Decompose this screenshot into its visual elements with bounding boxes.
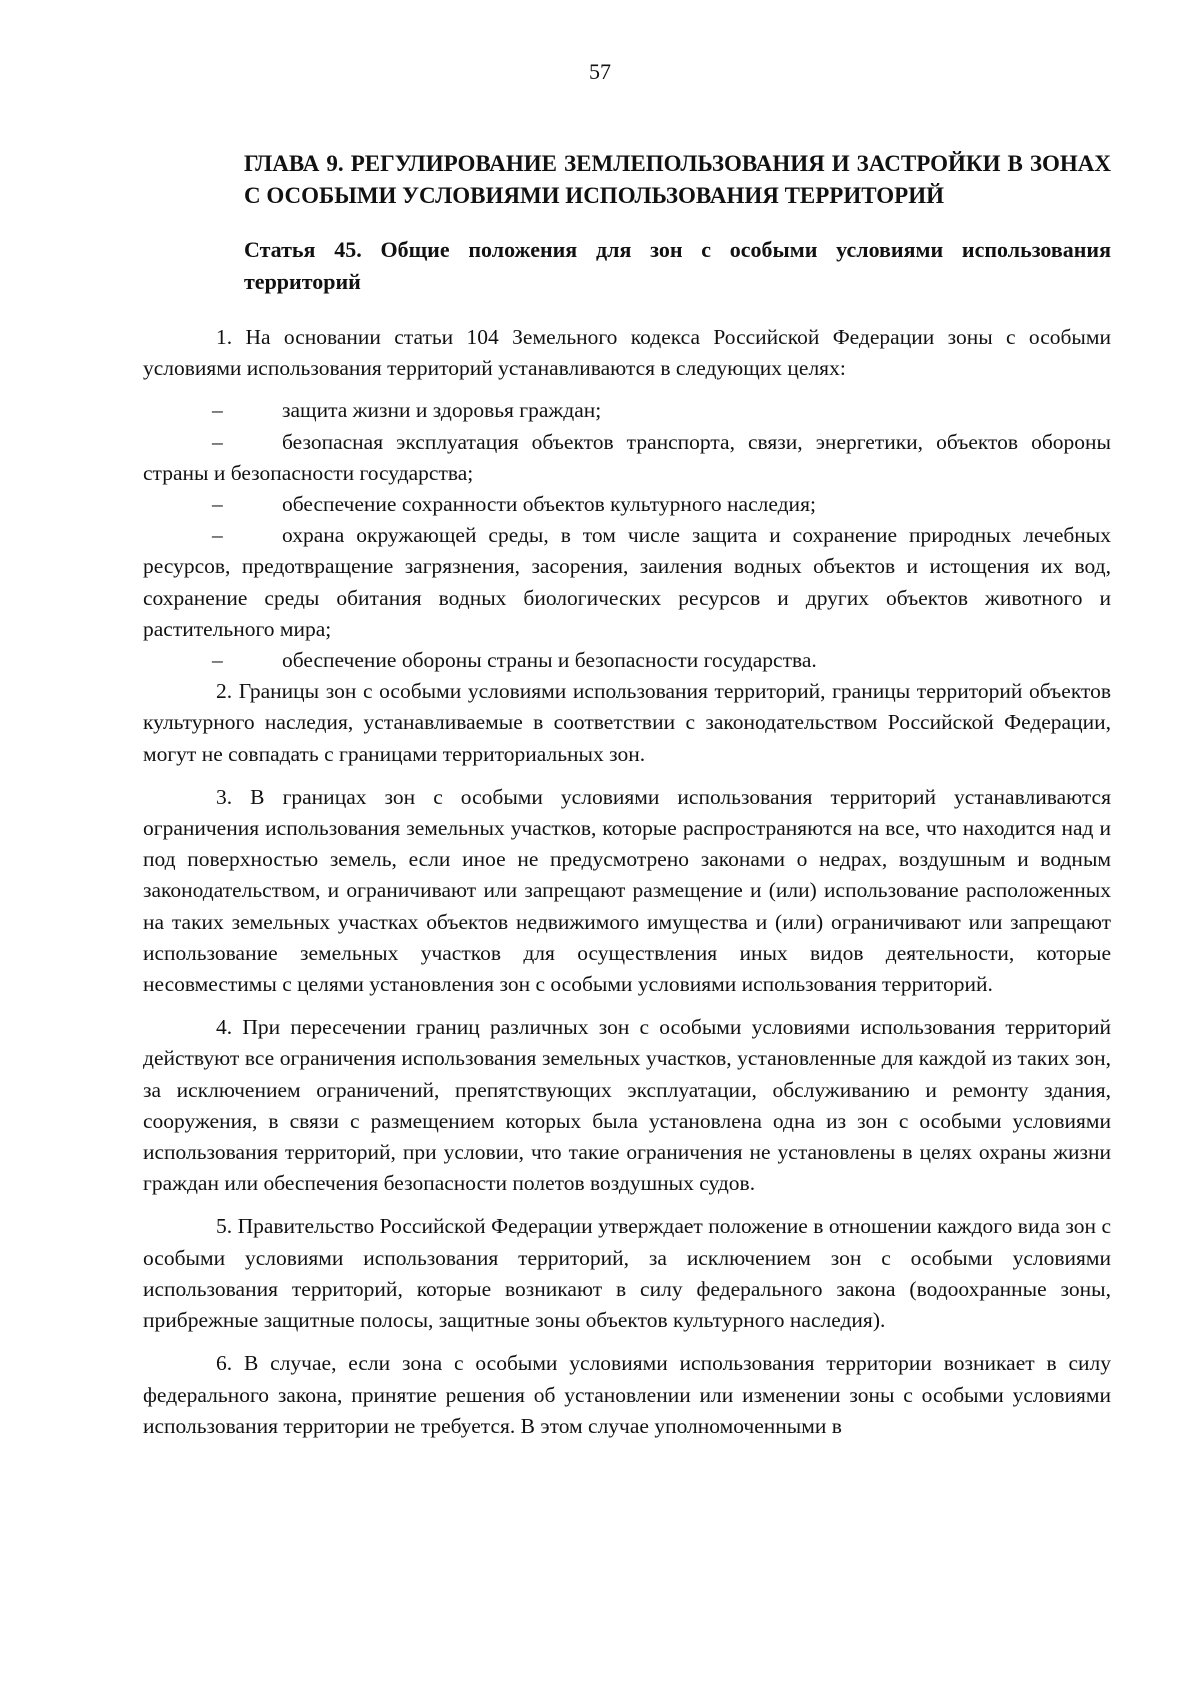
list-item <box>143 395 1111 426</box>
list-item-text: обеспечение обороны страны и безопасности государства. <box>282 648 817 673</box>
article-heading: Статья 45. Общие положения для зон с особыми условиями использования территорий <box>244 237 1111 294</box>
paragraph-4: 4. При пересечении границ различных зон с особыми условиями использования территорий действуют все ограничения использования земельных участков, установленные для каждой из таких зон, за исключением ограничений, препятствующих эксплуатации, обслуживанию и ремонту здания, сооружения, в связи с размещением которых была установлена одна из зон с особыми условиями использования территорий, при условии, что такие ограничения не установлены в целях охраны жизни граждан или обеспечения безопасности полетов воздушных судов. <box>143 1015 1111 1196</box>
paragraph-6: 6. В случае, если зона с особыми условиями использования территории возникает в силу федерального закона, принятие решения об установлении или изменении зоны с особыми условиями использования территории не требуется. В этом случае уполномоченными в <box>143 1351 1111 1438</box>
dash-marker: – <box>212 398 223 423</box>
purpose-list <box>143 395 1111 676</box>
list-item <box>143 489 1111 520</box>
paragraph-5: 5. Правительство Российской Федерации утверждает положение в отношении каждого вида зон с особыми условиями использования территорий, за исключением зон с особыми условиями использования территорий, которые возникают в силу федерального закона (водоохранные зоны, прибрежные защитные полосы, защитные зоны объектов культурного наследия). <box>143 1214 1111 1333</box>
dash-marker: – <box>212 429 223 454</box>
list-item-text: безопасная эксплуатация объектов транспорта, связи, энергетики, объектов обороны страны и безопасности государства; <box>143 429 1111 485</box>
paragraph-3: 3. В границах зон с особыми условиями использования территорий устанавливаются ограничения использования земельных участков, которые распространяются на все, что находится над и под поверхностью земель, если иное не предусмотрено законами о недрах, воздушным и водным законодательством, и ограничивают или запрещают размещение и (или) использование расположенных на таких земельных участках объектов недвижимого имущества и (или) ограничивают или запрещают использование земельных участков для осуществления иных видов деятельности, которые несовместимы с целями установления зон с особыми условиями использования территорий. <box>143 784 1111 997</box>
chapter-heading: ГЛАВА 9. РЕГУЛИРОВАНИЕ ЗЕМЛЕПОЛЬЗОВАНИЯ И ЗАСТРОЙКИ В ЗОНАХ С ОСОБЫМИ УСЛОВИЯМИ ИСПОЛЬЗОВАНИЯ ТЕРРИТОРИЙ <box>244 151 1111 208</box>
list-item <box>143 520 1111 645</box>
list-item-text: охрана окружающей среды, в том числе защита и сохранение природных лечебных ресурсов, предотвращение загрязнения, засорения, заиления водных объектов и истощения их вод, сохранение среды обитания водных биологических ресурсов и других объектов животного и растительного мира; <box>143 523 1111 641</box>
list-item <box>143 645 1111 676</box>
dash-marker: – <box>212 523 223 548</box>
document-body <box>143 148 1111 1442</box>
list-item-text: обеспечение сохранности объектов культурного наследия; <box>282 492 816 517</box>
page-number: 57 <box>589 59 611 84</box>
list-item-text: защита жизни и здоровья граждан; <box>282 398 602 423</box>
list-item <box>143 427 1111 489</box>
paragraph-2: 2. Границы зон с особыми условиями использования территорий, границы территорий объектов культурного наследия, устанавливаемые в соответствии с законодательством Российской Федерации, могут не совпадать с границами территориальных зон. <box>143 679 1111 766</box>
dash-marker: – <box>212 648 223 673</box>
paragraph-1-intro: 1. На основании статьи 104 Земельного кодекса Российской Федерации зоны с особыми условиями использования территорий устанавливаются в следующих целях: <box>143 325 1111 381</box>
dash-marker: – <box>212 492 223 517</box>
